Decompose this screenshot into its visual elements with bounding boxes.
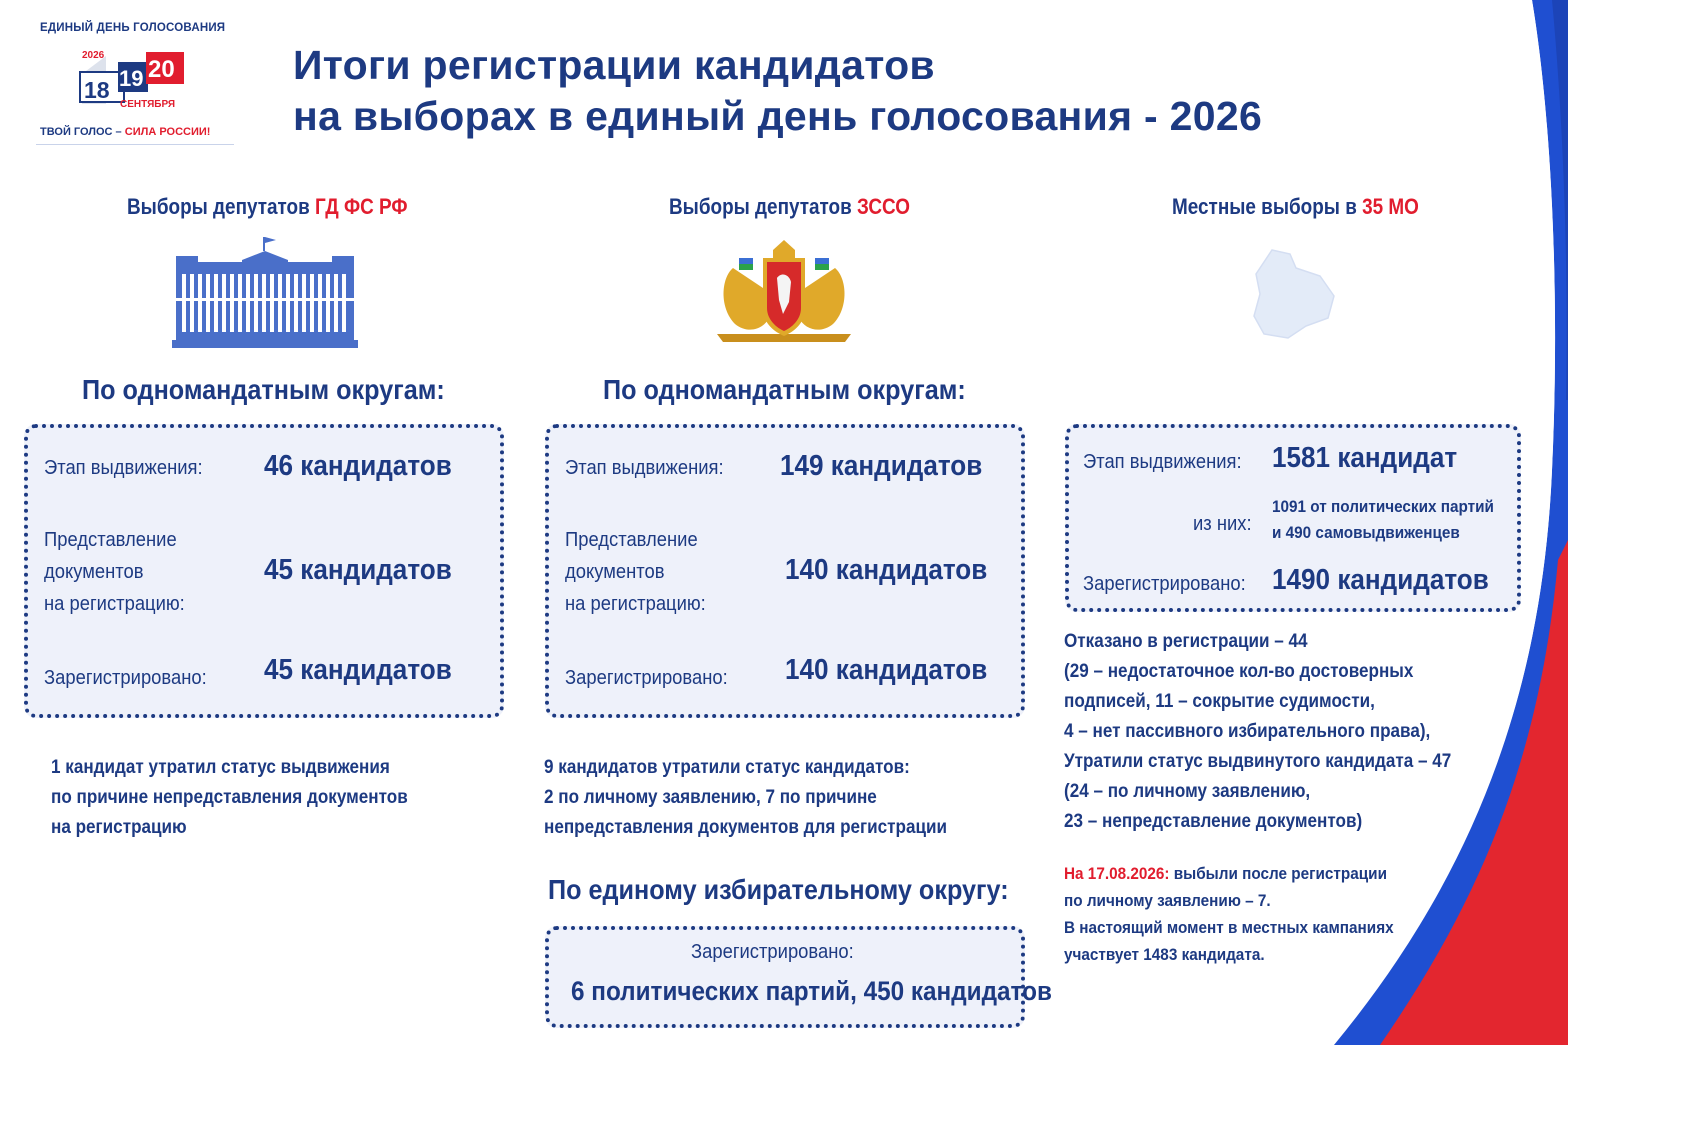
- col3-refused-line: 23 – непредставление документов): [1064, 811, 1363, 832]
- col2-single-value: 6 политических партий, 450 кандидатов: [571, 976, 1052, 1006]
- page-title: [293, 40, 1262, 142]
- logo-slogan-a: ТВОЙ ГОЛОС –: [40, 126, 122, 138]
- col1-nominated-label: Этап выдвижения:: [44, 457, 203, 479]
- logo-year: 2026: [82, 50, 105, 61]
- col2-registered-value: 140 кандидатов: [785, 654, 988, 686]
- col3-refused-note: [1064, 627, 1451, 837]
- col3-title: [1172, 194, 1419, 220]
- col2-title-b: ЗССО: [857, 194, 910, 219]
- col3-refused-line: (24 – по личному заявлению,: [1064, 781, 1311, 802]
- col1-registered-value: 45 кандидатов: [264, 654, 452, 686]
- col2-docs-label-3: на регистрацию:: [565, 593, 706, 615]
- col1-title-a: Выборы депутатов: [127, 194, 316, 219]
- col3-refused-line: (29 – недостаточное кол-во достоверных: [1064, 661, 1414, 682]
- col3-date-label: На 17.08.2026:: [1064, 864, 1170, 883]
- col3-title-b: 35 МО: [1362, 194, 1419, 219]
- col2-single-label: Зарегистрировано:: [691, 941, 854, 963]
- col1-note-line: 1 кандидат утратил статус выдвижения: [51, 757, 390, 778]
- logo-month: СЕНТЯБРЯ: [120, 99, 176, 110]
- col1-docs-label-2: документов: [44, 561, 144, 583]
- logo-day3: 20: [148, 56, 175, 83]
- col2-nominated-label: Этап выдвижения:: [565, 457, 724, 479]
- col1-docs-label-3: на регистрацию:: [44, 593, 185, 615]
- col2-title: [669, 194, 910, 220]
- col3-registered-label: Зарегистрировано:: [1083, 573, 1246, 595]
- col1-docs-value: 45 кандидатов: [264, 554, 452, 586]
- col3-registered-value: 1490 кандидатов: [1272, 564, 1489, 596]
- region-map-icon: [1250, 246, 1340, 342]
- col3-refused-line: Утратили статус выдвинутого кандидата – 47: [1064, 751, 1452, 772]
- col3-of-them-1: 1091 от политических партий: [1272, 497, 1494, 516]
- col2-note: [544, 753, 947, 843]
- col2-docs-label-1: Представление: [565, 529, 698, 551]
- col2-note-line: 2 по личному заявлению, 7 по причине: [544, 787, 877, 808]
- col1-registered-label: Зарегистрировано:: [44, 667, 207, 689]
- col1-note-line: по причине непредставления документов: [51, 787, 408, 808]
- col1-title-b: ГД ФС РФ: [315, 194, 408, 219]
- col1-stats-box: [24, 424, 504, 718]
- col2-note-line: 9 кандидатов утратили статус кандидатов:: [544, 757, 910, 778]
- col2-single-district-box: [545, 926, 1052, 1028]
- logo-slogan-b: СИЛА РОССИИ!: [124, 126, 211, 138]
- logo-slogan: [40, 126, 210, 138]
- col1-title: [127, 194, 408, 220]
- col3-after-line: В настоящий момент в местных кампаниях: [1064, 918, 1394, 937]
- col3-date-rest: выбыли после регистрации: [1169, 864, 1387, 883]
- page-title-line1: Итоги регистрации кандидатов: [293, 42, 935, 88]
- col3-nominated-label: Этап выдвижения:: [1083, 451, 1242, 473]
- col3-of-them-label: из них:: [1193, 513, 1252, 535]
- col1-nominated-value: 46 кандидатов: [264, 450, 452, 482]
- col3-date-note: [1064, 860, 1394, 968]
- col2-docs-label-2: документов: [565, 561, 665, 583]
- col2-title-a: Выборы депутатов: [669, 194, 858, 219]
- col3-title-a: Местные выборы в: [1172, 194, 1363, 219]
- col2-section-heading: По одномандатным округам:: [603, 374, 966, 405]
- logo-underline: [36, 144, 234, 145]
- logo-day1: 18: [84, 77, 110, 103]
- col3-of-them-2: и 490 самовыдвиженцев: [1272, 523, 1460, 542]
- col2-registered-label: Зарегистрировано:: [565, 667, 728, 689]
- col2-stats-box: [545, 424, 1025, 718]
- col3-date-line: [1064, 860, 1394, 887]
- col3-after-line: участвует 1483 кандидата.: [1064, 945, 1265, 964]
- logo-top-text: ЕДИНЫЙ ДЕНЬ ГОЛОСОВАНИЯ: [40, 22, 226, 34]
- page-title-line2: на выборах в единый день голосования - 2026: [293, 92, 1263, 139]
- duma-building-icon: [170, 234, 360, 350]
- col3-refused-line: 4 – нет пассивного избирательного права),: [1064, 721, 1431, 742]
- logo-day2: 19: [119, 66, 144, 91]
- col3-stats-box: [1065, 424, 1521, 612]
- col1-section-heading: По одномандатным округам:: [82, 374, 445, 405]
- col3-nominated-value: 1581 кандидат: [1272, 442, 1458, 474]
- col2-note-line: непредставления документов для регистрации: [544, 817, 948, 838]
- col2-section2-heading: По единому избирательному округу:: [548, 874, 1009, 905]
- col3-refused-line: Отказано в регистрации – 44: [1064, 631, 1308, 652]
- col3-after-line: по личному заявлению – 7.: [1064, 891, 1271, 910]
- col2-docs-value: 140 кандидатов: [785, 554, 988, 586]
- col2-nominated-value: 149 кандидатов: [780, 450, 983, 482]
- col1-note-line: на регистрацию: [51, 817, 187, 838]
- coat-of-arms-icon: [713, 238, 855, 344]
- col1-note: [51, 753, 408, 843]
- col1-docs-label-1: Представление: [44, 529, 177, 551]
- col3-refused-line: подписей, 11 – сокрытие судимости,: [1064, 691, 1375, 712]
- election-logo-icon: [74, 46, 194, 120]
